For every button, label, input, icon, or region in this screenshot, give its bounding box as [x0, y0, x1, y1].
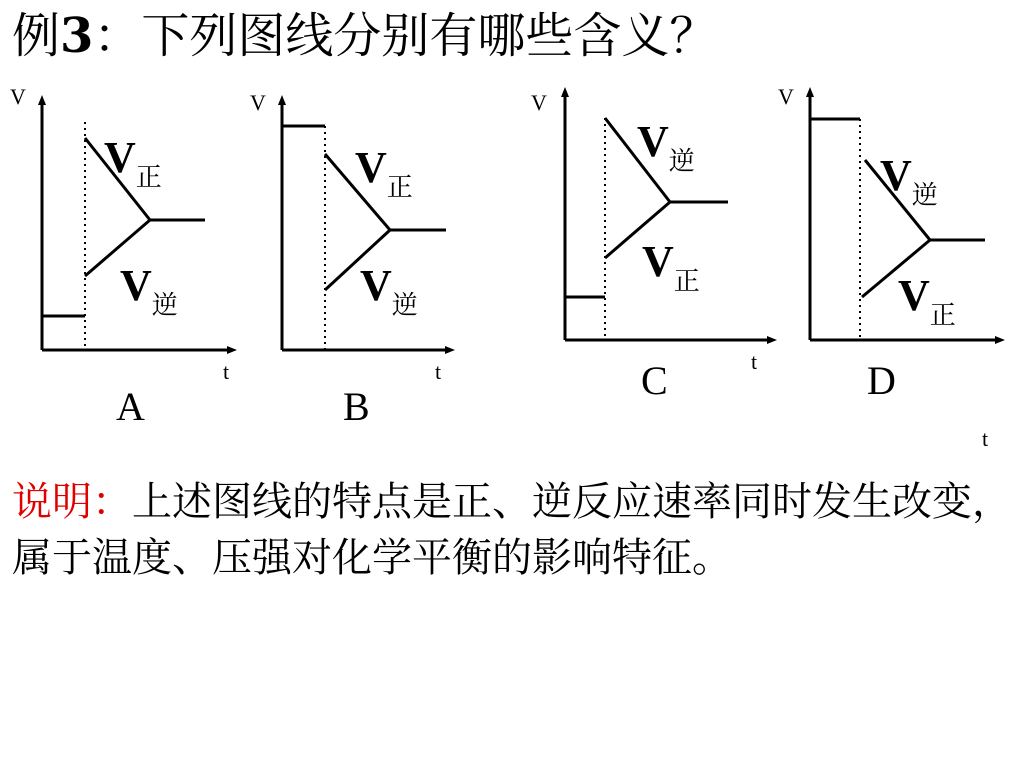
panel-d-upper-main: V: [880, 151, 912, 200]
panel-b-upper-label: [355, 143, 413, 203]
panel-b-upper-sub: 正: [386, 173, 413, 203]
title-number: 3: [60, 8, 94, 64]
panel-a-upper-main: V: [104, 133, 136, 182]
panel-d-upper-sub: 逆: [911, 181, 938, 211]
panel-a-lower-sub: 逆: [151, 291, 178, 321]
panel-b-x-label: t: [435, 359, 442, 384]
panel-c-upper-sub: 逆: [668, 147, 695, 177]
panel-c-y-label: V: [531, 90, 547, 115]
panel-b: [282, 100, 450, 350]
panel-c-upper-main: V: [637, 117, 669, 166]
panel-b-upper-main: V: [355, 143, 387, 192]
panel-a-upper-label: [104, 133, 162, 193]
panel-d-label: D: [867, 358, 896, 403]
panel-a: [42, 100, 232, 350]
panel-b-y-label: V: [250, 90, 266, 115]
panel-c-label: C: [641, 358, 668, 403]
panel-a-y-label: V: [10, 84, 26, 109]
panel-d-upper-label: [880, 151, 938, 211]
explanation-note: [12, 474, 1016, 586]
panel-a-label: A: [116, 384, 145, 429]
panel-c-x-label: t: [751, 349, 758, 374]
panel-b-lower-label: [360, 261, 418, 321]
panel-d-y-label: V: [778, 84, 794, 109]
panel-a-lower-main: V: [120, 261, 152, 310]
panel-c-upper-label: [637, 117, 695, 177]
explanation-label: 说明：: [12, 479, 132, 525]
panel-a-x-label: t: [223, 359, 230, 384]
panel-b-lower-main: V: [360, 261, 392, 310]
panel-c-lower-main: V: [642, 237, 674, 286]
panel-a-lower-label: [120, 261, 178, 321]
panel-a-upper-sub: 正: [135, 163, 162, 193]
title-prefix: 例: [12, 8, 61, 64]
title-text: ：下列图线分别有哪些含义？: [93, 8, 718, 64]
explanation-text: 上述图线的特点是正、逆反应速率同时发生改变，属于温度、压强对化学平衡的影响特征。: [12, 479, 1012, 581]
panel-b-label: B: [343, 384, 370, 429]
panel-d-lower-label: [898, 271, 956, 331]
panel-d-lower-main: V: [898, 271, 930, 320]
panel-b-lower-sub: 逆: [391, 291, 418, 321]
panel-d-lower-sub: 正: [929, 301, 956, 331]
panel-c-lower-label: [642, 237, 700, 297]
panel-d-x-label: t: [982, 426, 989, 451]
panel-c-lower-sub: 正: [673, 267, 700, 297]
